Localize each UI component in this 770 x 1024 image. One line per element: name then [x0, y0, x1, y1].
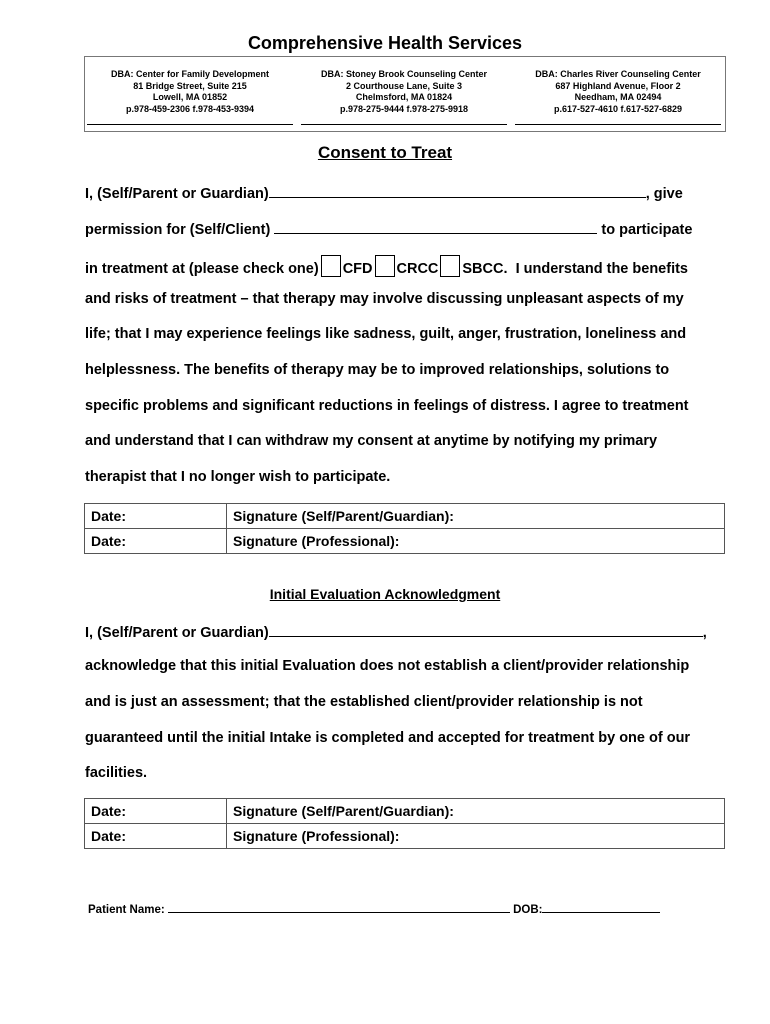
- evaluation-body-line: acknowledge that this initial Evaluation does not establish a client/provider relationship: [85, 658, 690, 674]
- location-phone: p.978-275-9444 f.978-275-9918: [339, 103, 469, 114]
- eval-guardian-name-field[interactable]: [269, 622, 703, 637]
- date-cell[interactable]: Date:: [85, 799, 227, 824]
- consent-body-line: therapist that I no longer wish to participate.: [85, 469, 391, 485]
- participate-text: to participate: [601, 222, 693, 238]
- check-one-label: in treatment at (please check one): [85, 261, 319, 277]
- benefits-text: I understand the benefits: [515, 261, 688, 277]
- signature-cell[interactable]: Signature (Self/Parent/Guardian):: [227, 504, 725, 529]
- location-crcc: [513, 69, 723, 115]
- location-rule: [515, 124, 721, 125]
- dob-field[interactable]: [542, 901, 660, 913]
- consent-line-client: [85, 219, 692, 238]
- date-cell[interactable]: Date:: [85, 504, 227, 529]
- location-dba: DBA: Stoney Brook Counseling Center: [320, 69, 487, 79]
- patient-name-field[interactable]: [168, 901, 510, 913]
- location-rule: [301, 124, 507, 125]
- client-name-field[interactable]: [274, 219, 597, 234]
- location-dba: DBA: Center for Family Development: [110, 69, 270, 79]
- signature-cell[interactable]: Signature (Professional):: [227, 529, 725, 554]
- comma-text: ,: [702, 625, 707, 641]
- signature-cell[interactable]: Signature (Self/Parent/Guardian):: [227, 799, 725, 824]
- evaluation-body-line: and is just an assessment; that the established client/provider relationship is not: [85, 694, 643, 710]
- location-street: 2 Courthouse Lane, Suite 3: [345, 80, 463, 91]
- evaluation-heading: Initial Evaluation Acknowledgment: [269, 586, 501, 602]
- consent-line-location: [85, 255, 688, 277]
- evaluation-body-line: facilities.: [85, 765, 148, 781]
- patient-name-label: Patient Name:: [88, 904, 165, 916]
- page-title: Comprehensive Health Services: [247, 33, 523, 53]
- location-city: Needham, MA 02494: [574, 92, 662, 102]
- crcc-checkbox[interactable]: [375, 255, 395, 277]
- guardian-name-field[interactable]: [269, 183, 646, 198]
- cfd-checkbox[interactable]: [321, 255, 341, 277]
- sbcc-checkbox[interactable]: [440, 255, 460, 277]
- consent-body-line: life; that I may experience feelings like sadness, guilt, anger, frustration, loneliness and: [85, 326, 687, 342]
- location-city: Lowell, MA 01852: [152, 92, 228, 102]
- location-phone: p.978-459-2306 f.978-453-9394: [125, 103, 255, 114]
- option-sbcc: SBCC.: [462, 261, 508, 277]
- location-rule: [87, 124, 293, 125]
- consent-heading: Consent to Treat: [317, 143, 453, 162]
- date-cell[interactable]: Date:: [85, 529, 227, 554]
- location-street: 687 Highland Avenue, Floor 2: [555, 80, 681, 91]
- location-cfd: [85, 69, 295, 115]
- consent-signature-table: [84, 503, 725, 554]
- signature-cell[interactable]: Signature (Professional):: [227, 824, 725, 849]
- option-crcc: CRCC: [396, 261, 439, 277]
- location-phone: p.617-527-4610 f.617-527-6829: [553, 103, 683, 114]
- evaluation-line-guardian: [85, 622, 707, 641]
- option-cfd: CFD: [342, 261, 373, 277]
- give-text: , give: [645, 186, 683, 202]
- dob-label: DOB:: [513, 904, 543, 916]
- signature-row-guardian: [85, 504, 725, 529]
- locations-box: [84, 56, 726, 132]
- signature-row-professional: [85, 529, 725, 554]
- signature-row-professional: [85, 824, 725, 849]
- consent-body-line: and risks of treatment – that therapy may involve discussing unpleasant aspects of my: [85, 291, 684, 307]
- consent-body-line: helplessness. The benefits of therapy may be to improved relationships, solutions to: [85, 362, 670, 378]
- location-street: 81 Bridge Street, Suite 215: [133, 80, 247, 91]
- guardian-label: I, (Self/Parent or Guardian): [85, 186, 269, 202]
- signature-row-guardian: [85, 799, 725, 824]
- guardian-label: I, (Self/Parent or Guardian): [85, 625, 269, 641]
- date-cell[interactable]: Date:: [85, 824, 227, 849]
- evaluation-signature-table: [84, 798, 725, 849]
- location-city: Chelmsford, MA 01824: [355, 92, 453, 102]
- client-label: permission for (Self/Client): [85, 222, 271, 238]
- consent-body-line: specific problems and significant reductions in feelings of distress. I agree to treatment: [85, 398, 689, 414]
- consent-body-line: and understand that I can withdraw my consent at anytime by notifying my primary: [85, 433, 658, 449]
- evaluation-body-line: guaranteed until the initial Intake is completed and accepted for treatment by one of our: [85, 730, 691, 746]
- location-sbcc: [299, 69, 509, 115]
- location-dba: DBA: Charles River Counseling Center: [535, 69, 701, 79]
- patient-footer: [88, 901, 660, 916]
- consent-line-guardian: [85, 183, 683, 202]
